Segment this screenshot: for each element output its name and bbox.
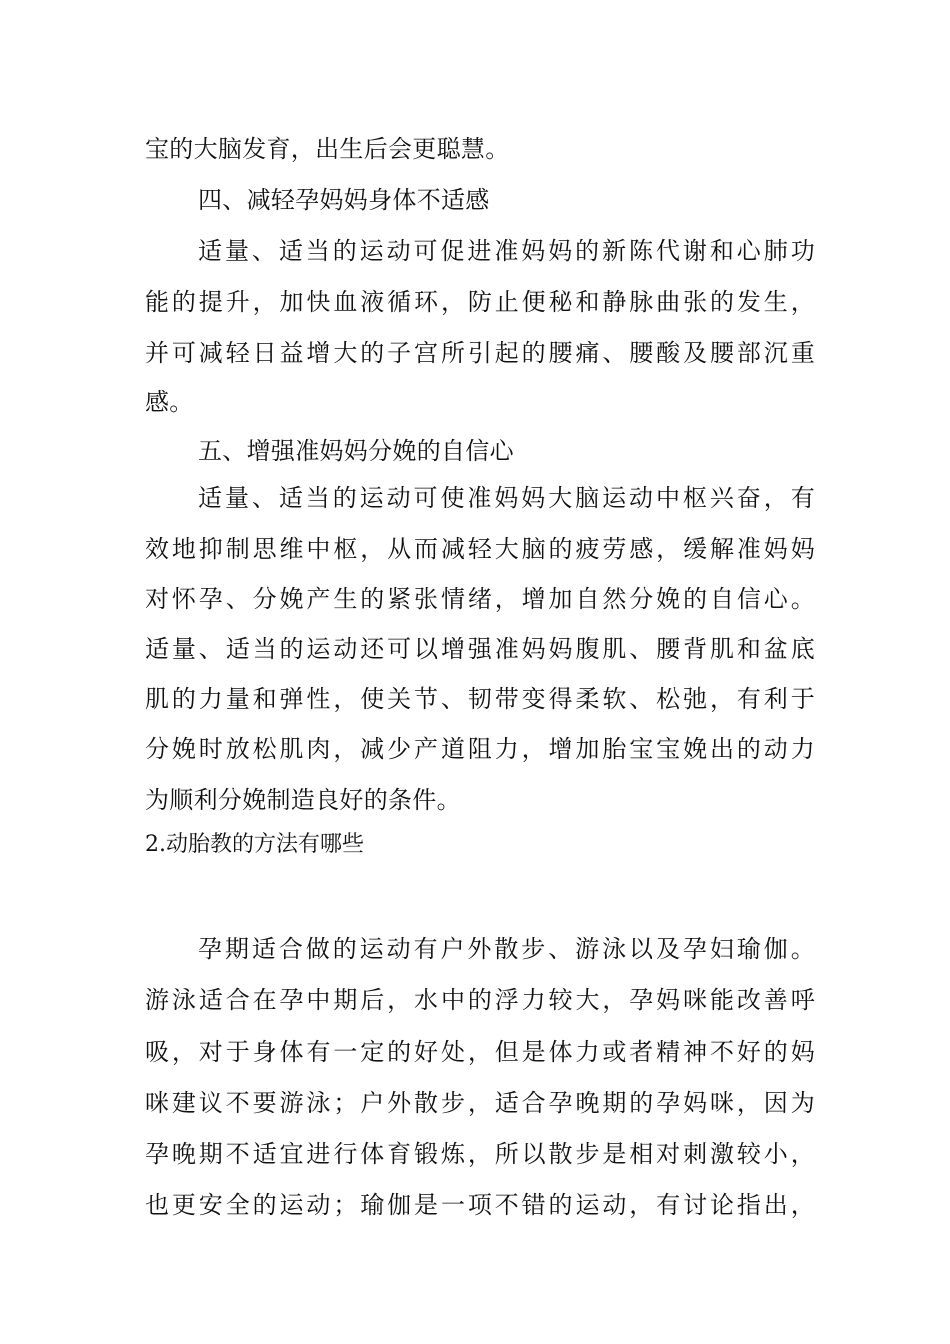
text-line: 适量、适当的运动还可以增强准妈妈腹肌、腰背肌和盆底 bbox=[145, 635, 815, 663]
text-line: 分娩时放松肌肉，减少产道阻力，增加胎宝宝娩出的动力 bbox=[145, 735, 815, 763]
text-line: 感。 bbox=[145, 388, 194, 416]
text-line: 肌的力量和弹性，使关节、韧带变得柔软、松弛，有利于 bbox=[145, 685, 815, 713]
text-line: 孕期适合做的运动有户外散步、游泳以及孕妇瑜伽。 bbox=[198, 935, 815, 963]
text-line: 对怀孕、分娩产生的紧张情绪，增加自然分娩的自信心。 bbox=[145, 585, 815, 613]
text-line: 适量、适当的运动可促进准妈妈的新陈代谢和心肺功 bbox=[198, 237, 815, 265]
text-line: 游泳适合在孕中期后，水中的浮力较大，孕妈咪能改善呼 bbox=[145, 986, 815, 1014]
text-line: 并可减轻日益增大的子宫所引起的腰痛、腰酸及腰部沉重 bbox=[145, 339, 815, 367]
text-line: 吸，对于身体有一定的好处，但是体力或者精神不好的妈 bbox=[145, 1038, 815, 1066]
text-line: 孕晚期不适宜进行体育锻炼，所以散步是相对刺激较小， bbox=[145, 1140, 815, 1168]
text-line: 适量、适当的运动可使准妈妈大脑运动中枢兴奋，有 bbox=[198, 484, 815, 512]
text-line: 也更安全的运动；瑜伽是一项不错的运动，有讨论指出， bbox=[145, 1191, 815, 1219]
section-heading: 五、增强准妈妈分娩的自信心 bbox=[198, 437, 514, 465]
text-line: 效地抑制思维中枢，从而减轻大脑的疲劳感，缓解准妈妈 bbox=[145, 535, 815, 563]
subsection-heading: 2.动胎教的方法有哪些 bbox=[145, 832, 364, 857]
section-heading: 四、减轻孕妈妈身体不适感 bbox=[198, 186, 490, 214]
text-line: 为顺利分娩制造良好的条件。 bbox=[145, 786, 461, 814]
text-line: 宝的大脑发育，出生后会更聪慧。 bbox=[145, 135, 510, 163]
text-line: 咪建议不要游泳；户外散步，适合孕晚期的孕妈咪，因为 bbox=[145, 1089, 815, 1117]
text-line: 能的提升，加快血液循环，防止便秘和静脉曲张的发生， bbox=[145, 288, 815, 316]
